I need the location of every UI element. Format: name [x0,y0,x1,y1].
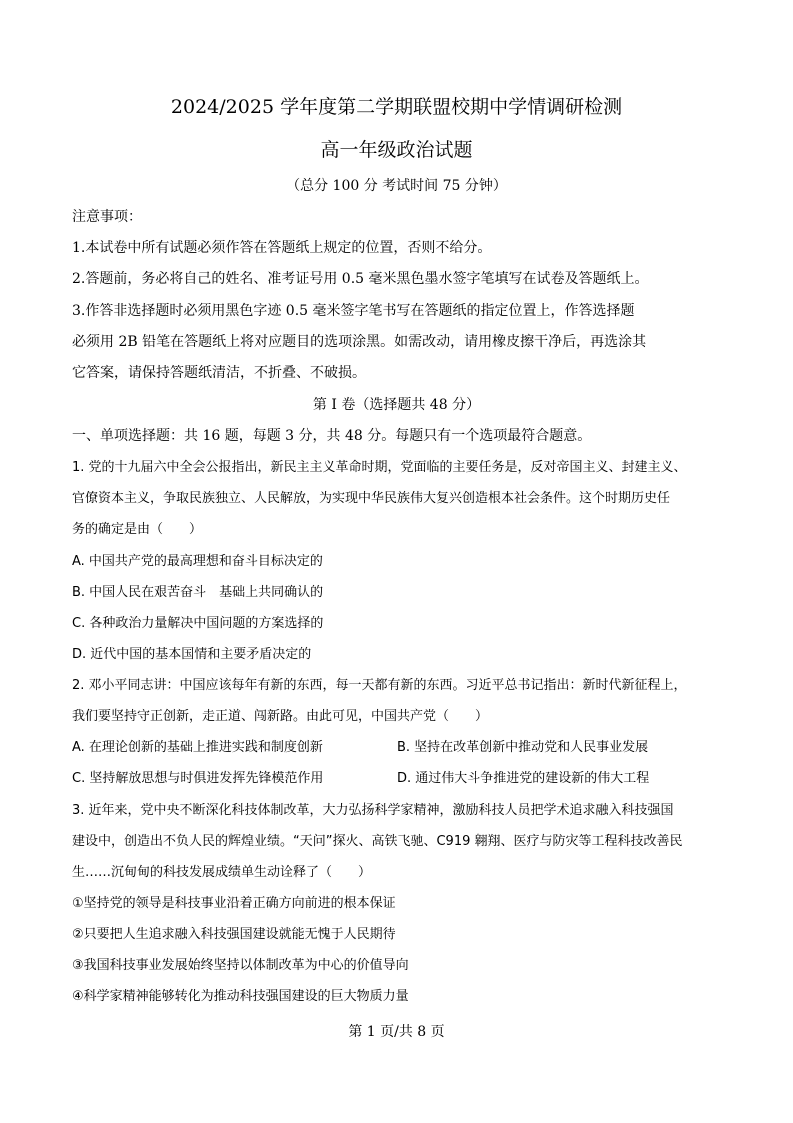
question-stem: 1. 党的十九届六中全会公报指出，新民主主义革命时期，党面临的主要任务是，反对帝国主义、封建主义、 [72,460,687,475]
notice-item: 2.答题前，务必将自己的姓名、准考证号用 0.5 毫米黑色墨水签字笔填写在试卷及答题纸上。 [72,271,649,287]
option-d: D. 近代中国的基本国情和主要矛盾决定的 [72,647,312,662]
statement-1: ①坚持党的领导是科技事业沿着正确方向前进的根本保证 [72,896,396,911]
section-intro: 一、单项选择题：共 16 题，每题 3 分，共 48 分。每题只有一个选项最符合题意。 [72,428,592,444]
question-stem: 务的确定是由（ ） [72,522,203,537]
question-stem: 3. 近年来，党中央不断深化科技体制改革，大力弘扬科学家精神，激励科技人员把学术追求融入科技强国 [72,803,674,818]
section-title: 第 I 卷（选择题共 48 分） [312,397,481,413]
notice-item: 3.作答非选择题时必须用黑色字迹 0.5 毫米签字笔书写在答题纸的指定位置上，作答选择题 [72,303,635,319]
option-b: B. 中国人民在艰苦奋斗 基础上共同确认的 [72,585,324,600]
question-stem: 建设中，创造出不负人民的辉煌业绩。“天问”探火、高铁飞驰、C919 翱翔、医疗与防灾等工程科技改善民 [72,834,683,849]
exam-subtitle: 高一年级政治试题 [320,139,473,161]
notice-item: 必须用 2B 铅笔在答题纸上将对应题目的选项涂黑。如需改动，请用橡皮擦干净后，再选涂其 [72,334,647,350]
notice-item: 它答案，请保持答题纸清洁，不折叠、不破损。 [72,365,366,381]
statement-4: ④科学家精神能够转化为推动科技强国建设的巨大物质力量 [72,989,409,1004]
question-stem: 官僚资本主义，争取民族独立、人民解放，为实现中华民族伟大复兴创造根本社会条件。这个时期历史任 [72,491,671,506]
notice-item: 1.本试卷中所有试题必须作答在答题纸上规定的位置，否则不给分。 [72,240,492,256]
option-a: A. 在理论创新的基础上推进实践和制度创新 [72,740,323,755]
option-c: C. 各种政治力量解决中国问题的方案选择的 [72,616,324,631]
page-number: 第 1 页/共 8 页 [348,1024,445,1040]
option-d: D. 通过伟大斗争推进党的建设新的伟大工程 [397,771,650,786]
score-time-info: （总分 100 分 考试时间 75 分钟） [286,178,507,194]
exam-title: 2024/2025 学年度第二学期联盟校期中学情调研检测 [170,96,623,118]
statement-2: ②只要把人生追求融入科技强国建设就能无愧于人民期待 [72,927,396,942]
statement-3: ③我国科技事业发展始终坚持以体制改革为中心的价值导向 [72,958,409,973]
question-stem: 我们要坚持守正创新，走正道、闯新路。由此可见，中国共产党（ ） [72,709,489,724]
option-b: B. 坚持在改革创新中推动党和人民事业发展 [397,740,649,755]
notice-heading: 注意事项： [72,209,142,225]
question-stem: 生……沉甸甸的科技发展成绩单生动诠释了（ ） [72,865,372,880]
option-c: C. 坚持解放思想与时俱进发挥先锋模范作用 [72,771,324,786]
option-a: A. 中国共产党的最高理想和奋斗目标决定的 [72,554,323,569]
question-stem: 2. 邓小平同志讲：中国应该每年有新的东西，每一天都有新的东西。习近平总书记指出：新时代新征程上， [72,678,687,693]
